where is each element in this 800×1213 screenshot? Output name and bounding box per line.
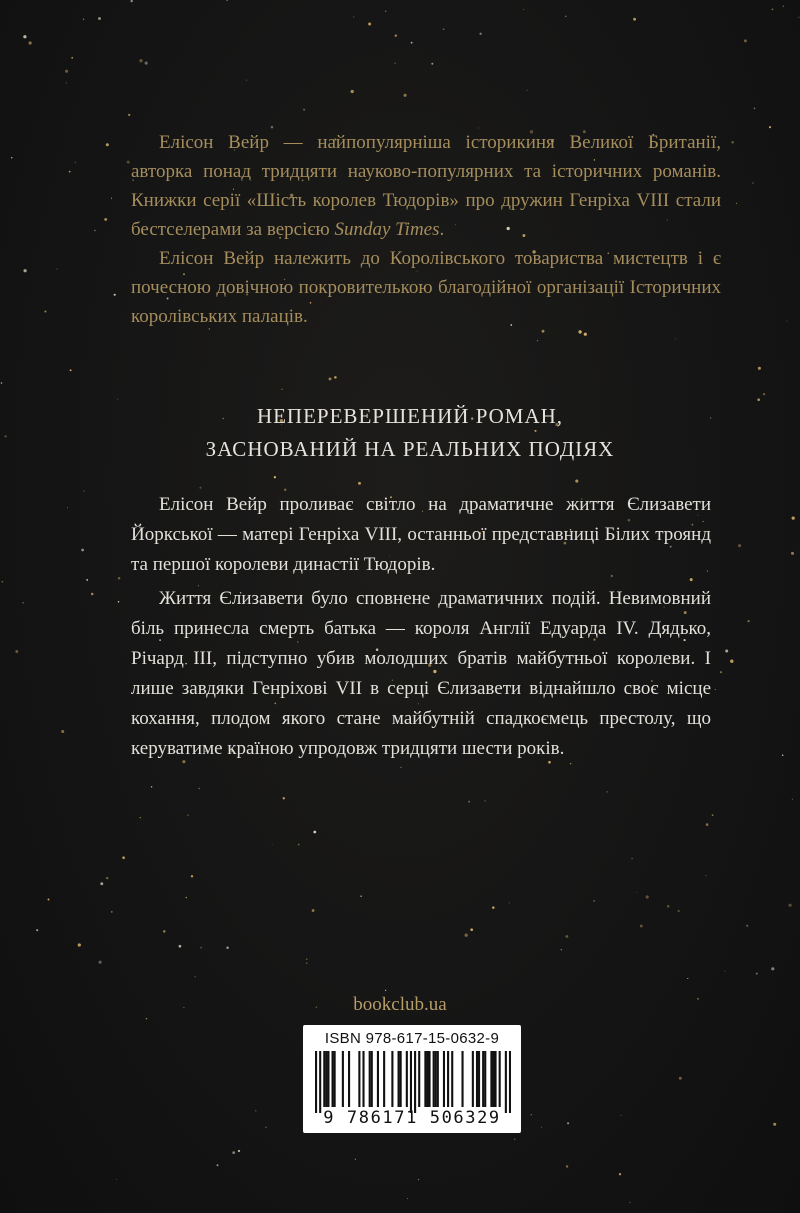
star-dot xyxy=(738,544,741,547)
star-dot xyxy=(465,934,468,937)
star-dot xyxy=(385,990,386,991)
star-dot xyxy=(633,18,636,21)
star-dot xyxy=(561,949,562,950)
star-dot xyxy=(758,367,761,370)
star-dot xyxy=(712,814,714,816)
star-dot xyxy=(98,17,101,20)
barcode-bar xyxy=(319,1051,321,1113)
star-dot xyxy=(566,935,569,938)
star-dot xyxy=(106,877,108,879)
star-dot xyxy=(130,0,132,2)
star-dot xyxy=(106,143,109,146)
barcode-bar xyxy=(428,1051,430,1107)
star-dot xyxy=(584,333,587,336)
star-dot xyxy=(772,8,774,10)
star-dot xyxy=(687,978,688,979)
barcode-bar xyxy=(484,1051,486,1107)
star-dot xyxy=(678,910,680,912)
star-dot xyxy=(48,899,50,901)
barcode-bar xyxy=(499,1051,501,1107)
star-dot xyxy=(763,393,765,395)
star-dot xyxy=(621,1115,622,1116)
barcode-bar xyxy=(398,1051,400,1107)
synopsis-paragraph-1: Елісон Вейр проливає світло на драматичне життя Єлизавети Йоркської — матері Генріха VIII, останньої представниці Білих троянд та першої королеви династії Тюдорів. xyxy=(131,494,711,575)
star-dot xyxy=(418,1179,420,1181)
star-dot xyxy=(523,9,524,10)
star-dot xyxy=(607,791,608,792)
star-dot xyxy=(283,797,285,799)
star-dot xyxy=(792,799,793,800)
star-dot xyxy=(791,552,794,555)
star-dot xyxy=(75,162,76,163)
star-dot xyxy=(186,897,188,899)
barcode-bar xyxy=(369,1051,371,1107)
star-dot xyxy=(272,844,273,845)
star-dot xyxy=(83,490,84,491)
barcode-bar xyxy=(371,1051,373,1107)
barcode-bar xyxy=(505,1051,507,1113)
star-dot xyxy=(675,338,676,339)
isbn-barcode xyxy=(303,1025,521,1133)
ean-digits: 9 786171 506329 xyxy=(323,1108,501,1128)
star-dot xyxy=(715,689,716,690)
star-dot xyxy=(411,42,413,44)
star-dot xyxy=(792,516,795,519)
star-dot xyxy=(736,203,737,204)
star-dot xyxy=(789,904,792,907)
star-dot xyxy=(99,961,102,964)
author-bio xyxy=(131,128,721,331)
barcode-bar xyxy=(315,1051,317,1113)
star-dot xyxy=(104,218,107,221)
star-dot xyxy=(114,294,116,296)
star-dot xyxy=(306,962,308,964)
star-dot xyxy=(731,141,734,144)
isbn-number: ISBN 978-617-15-0632-9 xyxy=(324,1030,500,1047)
star-dot xyxy=(94,230,96,232)
barcode-bar xyxy=(406,1051,408,1107)
star-dot xyxy=(358,482,361,485)
newspaper-title: Sunday Times xyxy=(334,219,440,240)
star-dot xyxy=(527,90,528,91)
barcode-bar xyxy=(410,1051,412,1113)
star-dot xyxy=(725,650,728,653)
star-dot xyxy=(385,11,386,12)
publisher-website: bookclub.ua xyxy=(353,994,447,1015)
barcode-bar xyxy=(400,1051,402,1107)
star-dot xyxy=(4,435,6,437)
author-bio-p1-text: Елісон Вейр — найпопулярніша історикиня Великої Британії, авторка понад тридцяти науково-популярних та історичних романів. Книжки серії «Шість королев Тюдорів» про дружин Генріха VIII стали бестселерами за версією xyxy=(131,132,721,240)
barcode-bar xyxy=(377,1051,379,1107)
star-dot xyxy=(303,109,305,111)
star-dot xyxy=(443,28,445,30)
star-dot xyxy=(744,39,747,42)
star-dot xyxy=(36,929,38,931)
star-dot xyxy=(313,831,316,834)
star-dot xyxy=(146,1018,148,1020)
star-dot xyxy=(199,487,201,489)
star-dot xyxy=(122,856,125,859)
barcode-bar xyxy=(447,1051,449,1107)
barcode-bar xyxy=(490,1051,492,1107)
star-dot xyxy=(329,377,332,380)
star-dot xyxy=(646,895,649,898)
star-dot xyxy=(631,858,633,860)
star-dot xyxy=(470,928,473,931)
star-dot xyxy=(786,321,787,322)
author-bio-paragraph-2: Елісон Вейр належить до Королівського товариства мистецтв і є почесною довічною покровителькою благодійної організації Історичних королівських палаців. xyxy=(131,248,721,327)
star-dot xyxy=(199,788,200,789)
star-dot xyxy=(773,1123,776,1126)
star-dot xyxy=(139,59,142,62)
star-dot xyxy=(334,376,337,379)
star-dot xyxy=(492,906,495,909)
star-dot xyxy=(593,900,594,901)
barcode-bar xyxy=(461,1051,463,1107)
star-dot xyxy=(217,1164,219,1166)
star-dot xyxy=(246,80,247,81)
author-bio-paragraph-1 xyxy=(131,128,721,244)
star-dot xyxy=(720,671,722,673)
book-synopsis xyxy=(131,490,711,768)
star-dot xyxy=(179,945,182,948)
star-dot xyxy=(61,730,64,733)
star-dot xyxy=(265,1126,267,1128)
barcode-bar xyxy=(418,1051,420,1107)
star-dot xyxy=(195,976,196,977)
star-dot xyxy=(667,905,670,908)
star-dot xyxy=(566,1165,568,1167)
star-dot xyxy=(118,577,121,580)
star-dot xyxy=(111,198,112,199)
star-dot xyxy=(65,70,68,73)
barcode-bar xyxy=(472,1051,474,1107)
barcode-bars xyxy=(315,1051,511,1113)
barcode-bar xyxy=(325,1051,327,1107)
star-dot xyxy=(187,814,188,815)
barcode-bar xyxy=(424,1051,426,1107)
star-dot xyxy=(118,601,120,603)
star-dot xyxy=(71,57,73,59)
star-dot xyxy=(404,94,407,97)
star-dot xyxy=(15,650,18,653)
star-dot xyxy=(200,947,201,948)
star-dot xyxy=(567,1122,569,1124)
star-dot xyxy=(752,182,754,184)
star-dot xyxy=(274,476,276,478)
star-dot xyxy=(23,35,26,38)
barcode-bar xyxy=(358,1051,360,1107)
star-dot xyxy=(575,480,578,483)
star-dot xyxy=(1,382,3,384)
star-dot xyxy=(86,579,88,581)
star-dot xyxy=(83,19,84,20)
barcode-bar xyxy=(414,1051,416,1113)
star-dot xyxy=(127,161,130,164)
star-dot xyxy=(705,875,706,876)
star-dot xyxy=(255,1110,256,1111)
star-dot xyxy=(226,0,228,1)
star-dot xyxy=(191,875,193,877)
star-dot xyxy=(69,171,71,173)
star-dot xyxy=(730,660,733,663)
barcode-bar xyxy=(334,1051,336,1107)
barcode-bar xyxy=(426,1051,428,1107)
barcode-bar xyxy=(437,1051,439,1107)
star-dot xyxy=(629,1202,630,1203)
barcode-bar xyxy=(443,1051,445,1107)
star-dot xyxy=(312,909,315,912)
star-dot xyxy=(756,973,758,975)
headline xyxy=(100,400,720,466)
barcode-bar xyxy=(391,1051,393,1107)
star-dot xyxy=(407,1198,408,1199)
headline-line-1: НЕПЕРЕВЕРШЕНИЙ РОМАН, xyxy=(256,404,564,428)
barcode-bar xyxy=(492,1051,494,1107)
star-dot xyxy=(2,581,4,583)
barcode-bar xyxy=(433,1051,435,1107)
star-dot xyxy=(353,16,354,17)
star-dot xyxy=(514,1139,515,1140)
star-dot xyxy=(360,895,362,897)
barcode-bar xyxy=(348,1051,350,1107)
star-dot xyxy=(306,959,307,960)
barcode-bar xyxy=(509,1051,511,1113)
star-dot xyxy=(298,844,300,846)
synopsis-paragraph-2: Життя Єлизавети було сповнене драматичних подій. Невимовний біль принесла смерть батька — короля Англії Едуарда IV. Дядько, Річард III, підступно убив молодших братів майбутньої королеви. І лише завдяки Генріхові VII в серці Єлизавети віднайшло своє місце кохання, плодом якого стане майбутній спадкоємець престолу, що керуватиме країною упродовж тридцяти шести років. xyxy=(131,588,711,759)
barcode-bar xyxy=(494,1051,496,1107)
star-dot xyxy=(66,82,67,83)
star-dot xyxy=(619,1173,621,1175)
star-dot xyxy=(636,892,637,893)
star-dot xyxy=(351,90,354,93)
author-bio-p1-end: . xyxy=(439,219,445,240)
star-dot xyxy=(56,268,57,269)
star-dot xyxy=(22,602,24,604)
star-dot xyxy=(747,620,749,622)
star-dot xyxy=(431,63,433,65)
star-dot xyxy=(771,967,774,970)
barcode-bar xyxy=(342,1051,344,1107)
star-dot xyxy=(111,911,113,913)
star-dot xyxy=(226,946,229,949)
star-dot xyxy=(394,62,396,64)
star-dot xyxy=(468,801,470,803)
star-dot xyxy=(485,800,486,801)
star-dot xyxy=(145,62,148,65)
headline-line-2: ЗАСНОВАНИЙ НА РЕАЛЬНИХ ПОДІЯХ xyxy=(205,437,615,461)
star-dot xyxy=(24,269,27,272)
star-dot xyxy=(355,1159,356,1160)
star-dot xyxy=(798,17,799,18)
barcode-bar xyxy=(323,1051,325,1107)
star-dot xyxy=(509,902,510,903)
barcode-bar xyxy=(476,1051,478,1107)
barcode-bar xyxy=(478,1051,480,1107)
star-dot xyxy=(537,340,538,341)
barcode-bar xyxy=(383,1051,385,1107)
star-dot xyxy=(783,6,784,7)
barcode-bar xyxy=(482,1051,484,1107)
star-dot xyxy=(67,507,68,508)
barcode-bar xyxy=(362,1051,364,1107)
star-dot xyxy=(479,33,481,35)
star-dot xyxy=(11,157,13,159)
star-dot xyxy=(70,369,72,371)
star-dot xyxy=(151,786,152,787)
star-dot xyxy=(640,925,643,928)
star-dot xyxy=(541,1127,542,1128)
star-dot xyxy=(769,126,771,128)
star-dot xyxy=(163,930,166,933)
star-dot xyxy=(81,549,84,552)
star-dot xyxy=(28,41,31,44)
barcode-bar xyxy=(435,1051,437,1107)
star-dot xyxy=(238,1150,240,1152)
star-dot xyxy=(368,22,371,25)
barcode-bar xyxy=(332,1051,334,1107)
barcode-bar xyxy=(451,1051,453,1107)
star-dot xyxy=(395,34,397,36)
star-dot xyxy=(782,754,783,755)
star-dot xyxy=(531,1114,532,1115)
star-dot xyxy=(725,971,726,972)
star-dot xyxy=(116,1179,117,1180)
star-dot xyxy=(754,108,756,110)
star-dot xyxy=(746,925,748,927)
star-dot xyxy=(757,398,760,401)
star-dot xyxy=(679,1077,682,1080)
star-dot xyxy=(44,310,46,312)
star-dot xyxy=(91,593,94,596)
star-dot xyxy=(281,389,282,390)
star-dot xyxy=(128,114,130,116)
star-dot xyxy=(140,817,142,819)
barcode-bar xyxy=(327,1051,329,1107)
star-dot xyxy=(100,882,103,885)
star-dot xyxy=(565,16,566,17)
star-dot xyxy=(232,1151,235,1154)
star-dot xyxy=(78,943,81,946)
star-dot xyxy=(706,823,709,826)
